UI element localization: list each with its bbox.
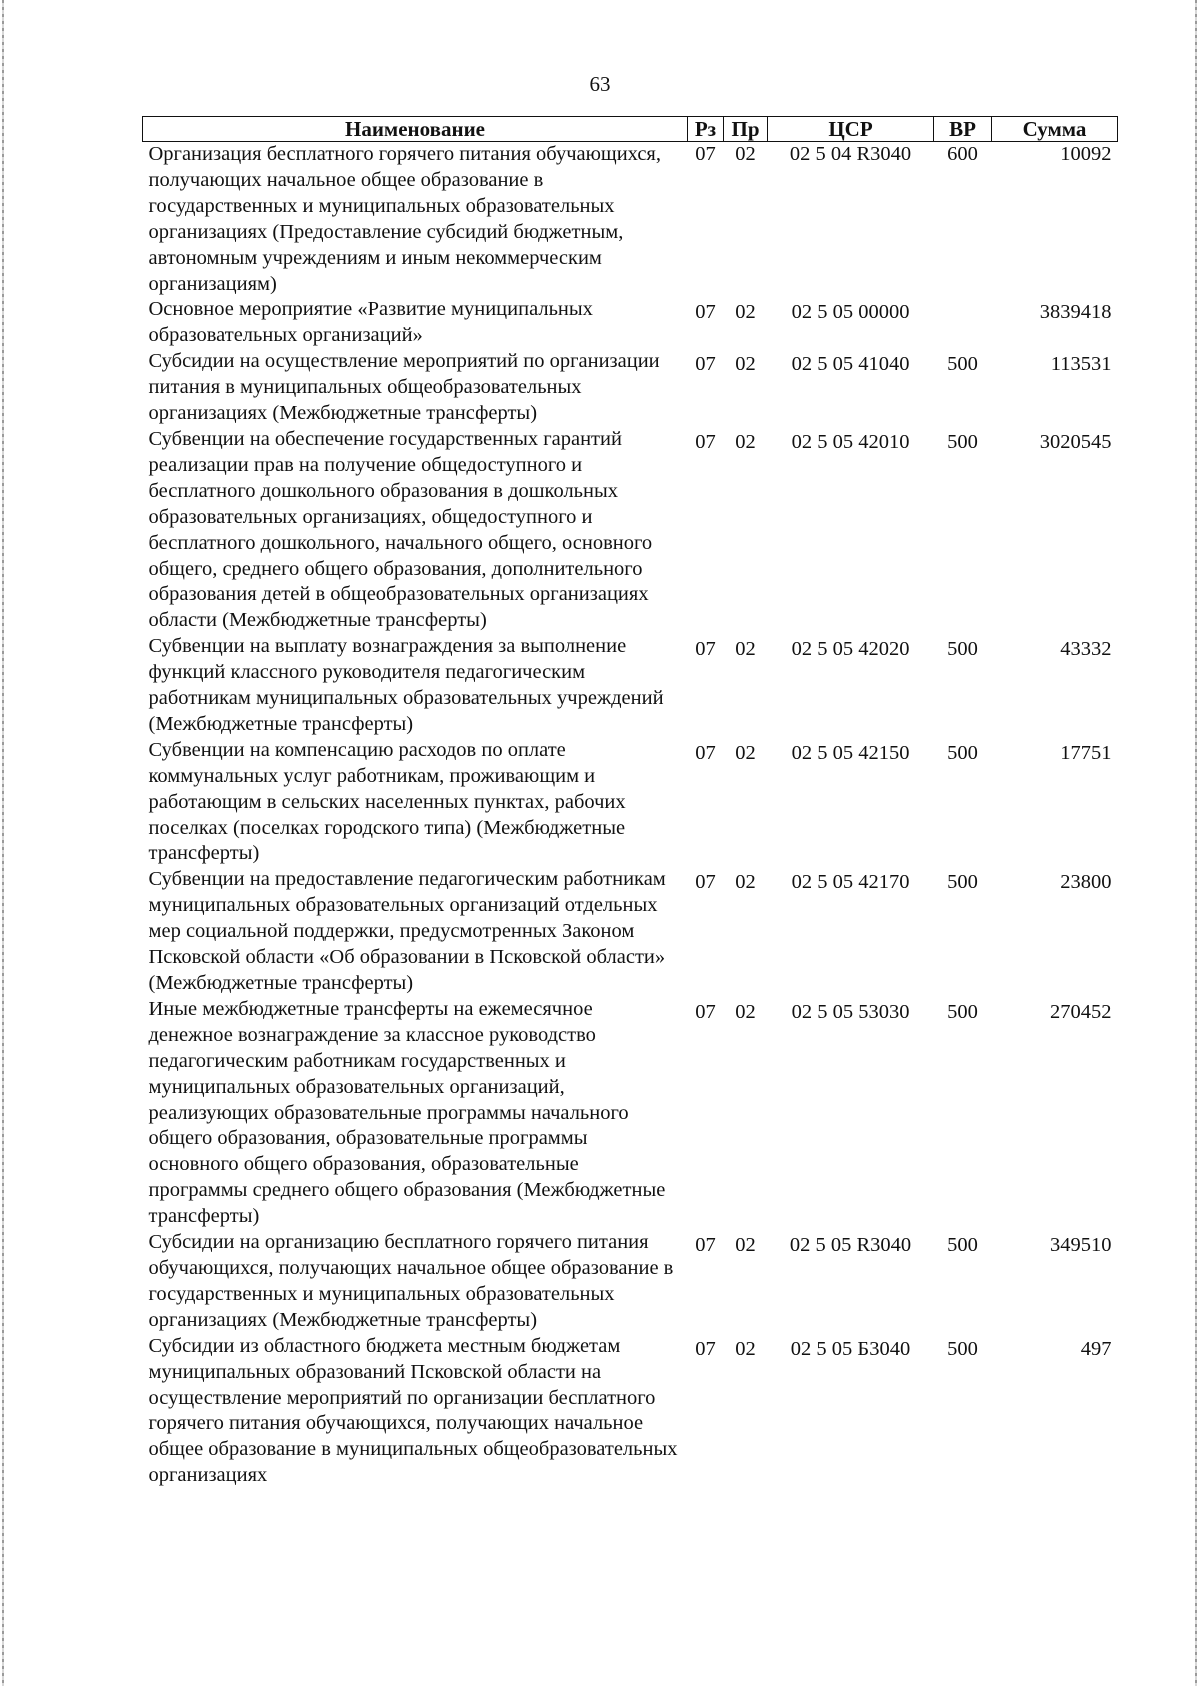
cell-sum: 23800	[1060, 871, 1112, 894]
table-body	[143, 142, 1118, 1490]
cell-vr: 600	[947, 143, 978, 165]
cell-rz: 07	[695, 1000, 716, 1023]
table-row	[143, 1334, 1118, 1489]
cell-pr: 02	[735, 1234, 756, 1257]
cell-vr: 500	[947, 1337, 978, 1360]
cell-sum: 113531	[1050, 353, 1112, 376]
cell-vr: 500	[947, 353, 978, 376]
cell-name: Субсидии на осуществление мероприятий по организации питания в муниципальных общеобразовательных организациях (Межбюджетные трансферты)	[148, 350, 660, 425]
cell-csr: 02 5 05 42010	[791, 430, 910, 453]
cell-csr: 02 5 05 53030	[791, 1000, 910, 1023]
cell-name: Субвенции на выплату вознаграждения за выполнение функций классного руководителя педагогическим работникам муниципальных образовательных учреждений (Межбюджетные трансферты)	[148, 635, 664, 735]
cell-pr: 02	[735, 1000, 756, 1023]
cell-pr: 02	[735, 1337, 756, 1360]
header-row	[143, 117, 1118, 142]
table-row	[143, 738, 1118, 868]
header-sum: Сумма	[992, 117, 1118, 142]
table-row	[143, 997, 1118, 1230]
header-rz: Рз	[688, 117, 724, 142]
cell-csr: 02 5 05 R3040	[789, 1234, 912, 1257]
cell-sum: 43332	[1060, 638, 1112, 661]
cell-name: Субсидии на организацию бесплатного горячего питания обучающихся, получающих начальное общее образование в государственных и муниципальных образовательных организациях (Межбюджетные трансферты)	[148, 1231, 674, 1331]
cell-vr: 500	[947, 1000, 978, 1023]
cell-name: Иные межбюджетные трансферты на ежемесячное денежное вознаграждение за классное руководство педагогическим работникам государственных и муниципальных образовательных организаций, реализующих образовательные программы начального общего образования, образовательные программы основного общего образования, образовательные программы среднего общего образования (Межбюджетные трансферты)	[148, 997, 666, 1228]
header-csr: ЦСР	[768, 117, 934, 142]
cell-sum: 3839418	[1039, 301, 1112, 324]
cell-rz: 07	[695, 638, 716, 661]
cell-vr: 500	[947, 1234, 978, 1257]
cell-rz: 07	[695, 1234, 716, 1257]
header-name: Наименование	[143, 117, 688, 142]
cell-csr: 02 5 05 42170	[791, 871, 910, 894]
scan-edge-right	[1195, 0, 1197, 1686]
cell-name: Организация бесплатного горячего питания обучающихся, получающих начальное общее образование в государственных и муниципальных образовательных организациях (Предоставление субсидий бюджетным, автономным учреждениям и иным некоммерческим организациям)	[148, 143, 661, 295]
cell-pr: 02	[735, 871, 756, 894]
cell-name: Субвенции на обеспечение государственных гарантий реализации прав на получение общедоступного и бесплатного дошкольного образования в дошкольных образовательных организациях, общедоступного и бесплатного дошкольного, начального общего, основного общего, среднего общего образования, дополнительного образования детей в общеобразовательных организациях области (Межбюджетные трансферты)	[148, 427, 653, 632]
cell-vr	[934, 297, 992, 349]
cell-csr: 02 5 05 41040	[791, 353, 910, 376]
cell-name: Субвенции на компенсацию расходов по оплате коммунальных услуг работникам, проживающим и работающим в сельских населенных пунктах, рабочих поселках (поселках городского типа) (Межбюджетные трансферты)	[148, 738, 626, 865]
cell-csr: 02 5 05 42150	[791, 741, 910, 764]
cell-name: Субвенции на предоставление педагогическим работникам муниципальных образовательных организаций отдельных мер социальной поддержки, предусмотренных Законом Псковской области «Об образовании в Псковской области» (Межбюджетные трансферты)	[148, 868, 666, 994]
cell-name: Субсидии из областного бюджета местным бюджетам муниципальных образований Псковской области на осуществление мероприятий по организации бесплатного горячего питания обучающихся, получающих начальное общее образование в муниципальных общеобразовательных организациях	[148, 1334, 678, 1487]
cell-csr: 02 5 05 42020	[791, 638, 910, 661]
cell-pr: 02	[735, 741, 756, 764]
table-row	[143, 634, 1118, 738]
cell-csr: 02 5 05 Б3040	[790, 1337, 911, 1360]
cell-vr: 500	[947, 871, 978, 894]
cell-pr: 02	[735, 143, 756, 165]
table-row	[143, 1230, 1118, 1334]
table-row	[143, 427, 1118, 634]
cell-vr: 500	[947, 741, 978, 764]
table-row	[143, 142, 1118, 298]
table-header	[143, 117, 1118, 142]
cell-sum: 17751	[1060, 741, 1112, 764]
header-vr: ВР	[934, 117, 992, 142]
cell-vr: 500	[947, 430, 978, 453]
cell-sum: 497	[1080, 1337, 1112, 1360]
cell-rz: 07	[695, 143, 716, 165]
cell-sum: 3020545	[1039, 430, 1112, 453]
cell-sum: 10092	[1060, 143, 1112, 165]
table-row	[143, 297, 1118, 349]
header-pr: Пр	[724, 117, 768, 142]
table-row	[143, 349, 1118, 427]
cell-name: Основное мероприятие «Развитие муниципальных образовательных организаций»	[148, 298, 593, 347]
cell-csr: 02 5 05 00000	[791, 301, 910, 324]
cell-sum: 270452	[1050, 1000, 1112, 1023]
cell-pr: 02	[735, 430, 756, 453]
cell-pr: 02	[735, 353, 756, 376]
scan-edge-left	[2, 0, 4, 1686]
cell-rz: 07	[695, 301, 716, 324]
cell-rz: 07	[695, 1337, 716, 1360]
page-number: 63	[589, 72, 611, 96]
cell-vr: 500	[947, 638, 978, 661]
cell-csr: 02 5 04 R3040	[789, 143, 912, 165]
cell-rz: 07	[695, 353, 716, 376]
cell-pr: 02	[735, 301, 756, 324]
cell-sum: 349510	[1050, 1234, 1112, 1257]
cell-rz: 07	[695, 871, 716, 894]
cell-pr: 02	[735, 638, 756, 661]
cell-rz: 07	[695, 741, 716, 764]
cell-rz: 07	[695, 430, 716, 453]
budget-table	[142, 116, 1118, 1489]
table-row	[143, 867, 1118, 997]
